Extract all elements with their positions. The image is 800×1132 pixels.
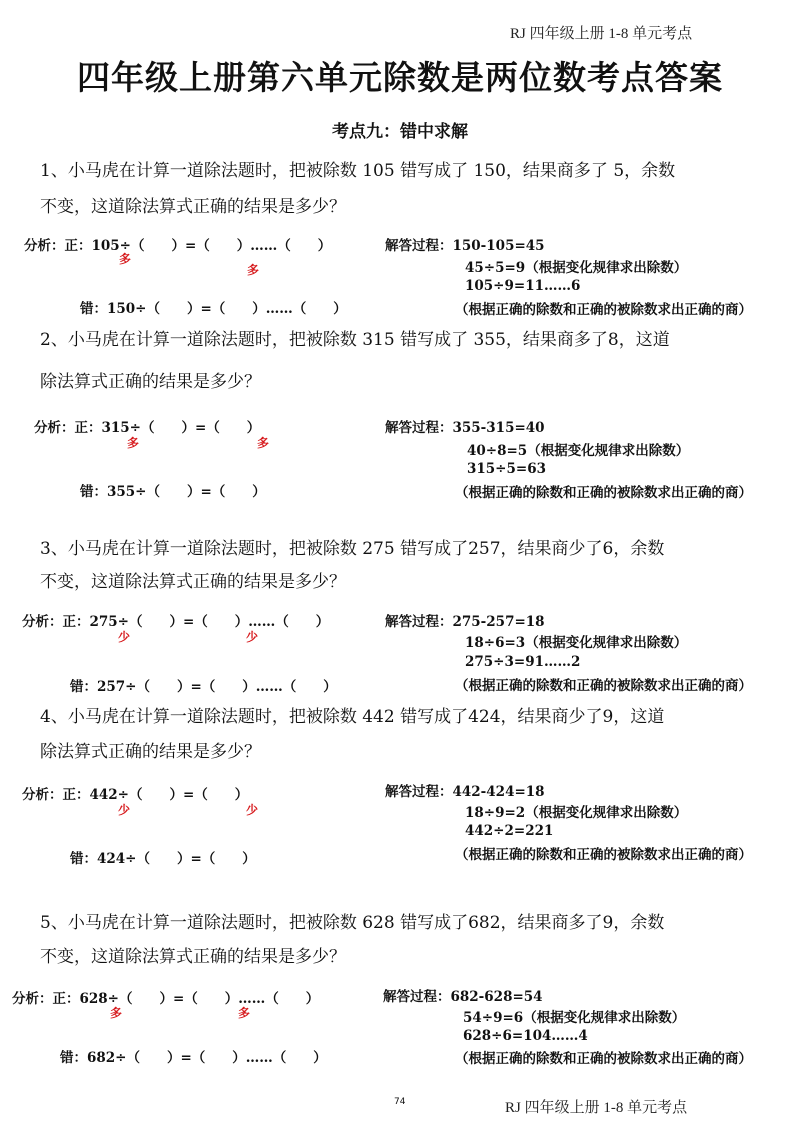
problem-1-text-line1: 1、小马虎在计算一道除法题时，把被除数 105 错写成了 150，结果商多了 5，余数 [40,161,676,181]
problem-2-solution-step2: 40÷8=5（根据变化规律求出除数） [467,443,690,459]
problem-3-mark-a: 少 [118,630,131,644]
problem-3-solution-step3: 275÷3=91……2 [465,654,581,670]
problem-4-mark-a: 少 [118,803,131,817]
problem-3-mark-b: 少 [246,630,259,644]
problem-3-analysis-wrong: 错：257÷（ ）=（ ）……（ ） [70,679,337,695]
section-subtitle: 考点九：错中求解 [332,122,468,142]
problem-1-solution-step2: 45÷5=9（根据变化规律求出除数） [465,260,688,276]
problem-3-solution-note: （根据正确的除数和正确的被除数求出正确的商） [455,678,752,694]
page-footer: RJ 四年级上册 1-8 单元考点 [505,1100,688,1116]
problem-2-mark-a: 多 [127,436,140,450]
problem-5-solution-step1: 解答过程：682-628=54 [383,989,543,1005]
problem-4-solution-step3: 442÷2=221 [465,823,554,839]
problem-5-analysis-wrong: 错：682÷（ ）=（ ）……（ ） [60,1050,327,1066]
problem-5-text-line1: 5、小马虎在计算一道除法题时，把被除数 628 错写成了682，结果商多了9，余数 [40,913,665,933]
problem-5-text-line2: 不变，这道除法算式正确的结果是多少？ [40,947,346,967]
page-title: 四年级上册第六单元除数是两位数考点答案 [77,58,723,97]
problem-5-analysis-correct: 分析：正：628÷（ ）=（ ）……（ ） [12,991,320,1007]
problem-2-text-line1: 2、小马虎在计算一道除法题时，把被除数 315 错写成了 355，结果商多了8，这道 [40,330,670,350]
problem-4-solution-step1: 解答过程：442-424=18 [385,784,545,800]
problem-4-solution-note: （根据正确的除数和正确的被除数求出正确的商） [455,847,752,863]
problem-1-mark-b: 多 [247,263,260,277]
problem-1-mark-a: 多 [119,252,132,266]
problem-3-analysis-correct: 分析：正：275÷（ ）=（ ）……（ ） [22,614,330,630]
problem-4-text-line1: 4、小马虎在计算一道除法题时，把被除数 442 错写成了424，结果商少了9，这道 [40,707,665,727]
problem-1-solution-step3: 105÷9=11……6 [465,278,581,294]
problem-5-solution-step3: 628÷6=104……4 [463,1028,588,1044]
problem-4-analysis-correct: 分析：正：442÷（ ）=（ ） [22,787,249,803]
problem-2-mark-b: 多 [257,436,270,450]
problem-1-solution-note: （根据正确的除数和正确的被除数求出正确的商） [455,302,752,318]
problem-2-analysis-correct: 分析：正：315÷（ ）=（ ） [34,420,261,436]
problem-1-analysis-correct: 分析：正：105÷（ ）=（ ）……（ ） [24,238,332,254]
problem-2-solution-step3: 315÷5=63 [467,461,546,477]
page-number: 74 [394,1097,406,1107]
problem-2-solution-note: （根据正确的除数和正确的被除数求出正确的商） [455,485,752,501]
problem-4-text-line2: 除法算式正确的结果是多少？ [40,742,261,762]
problem-2-text-line2: 除法算式正确的结果是多少？ [40,372,261,392]
problem-4-solution-step2: 18÷9=2（根据变化规律求出除数） [465,805,688,821]
problem-3-text-line1: 3、小马虎在计算一道除法题时，把被除数 275 错写成了257，结果商少了6，余数 [40,539,665,559]
problem-4-analysis-wrong: 错：424÷（ ）=（ ） [70,851,256,867]
problem-5-solution-note: （根据正确的除数和正确的被除数求出正确的商） [455,1051,752,1067]
problem-1-analysis-wrong: 错：150÷（ ）=（ ）……（ ） [80,301,347,317]
problem-5-solution-step2: 54÷9=6（根据变化规律求出除数） [463,1010,686,1026]
problem-3-solution-step1: 解答过程：275-257=18 [385,614,545,630]
problem-1-text-line2: 不变，这道除法算式正确的结果是多少？ [40,197,346,217]
problem-5-mark-a: 多 [110,1006,123,1020]
problem-2-analysis-wrong: 错：355÷（ ）=（ ） [80,484,266,500]
problem-3-solution-step2: 18÷6=3（根据变化规律求出除数） [465,635,688,651]
problem-3-text-line2: 不变，这道除法算式正确的结果是多少？ [40,572,346,592]
problem-2-solution-step1: 解答过程：355-315=40 [385,420,545,436]
page-header: RJ 四年级上册 1-8 单元考点 [510,26,693,42]
problem-5-mark-b: 多 [238,1006,251,1020]
problem-1-solution-step1: 解答过程：150-105=45 [385,238,545,254]
problem-4-mark-b: 少 [246,803,259,817]
